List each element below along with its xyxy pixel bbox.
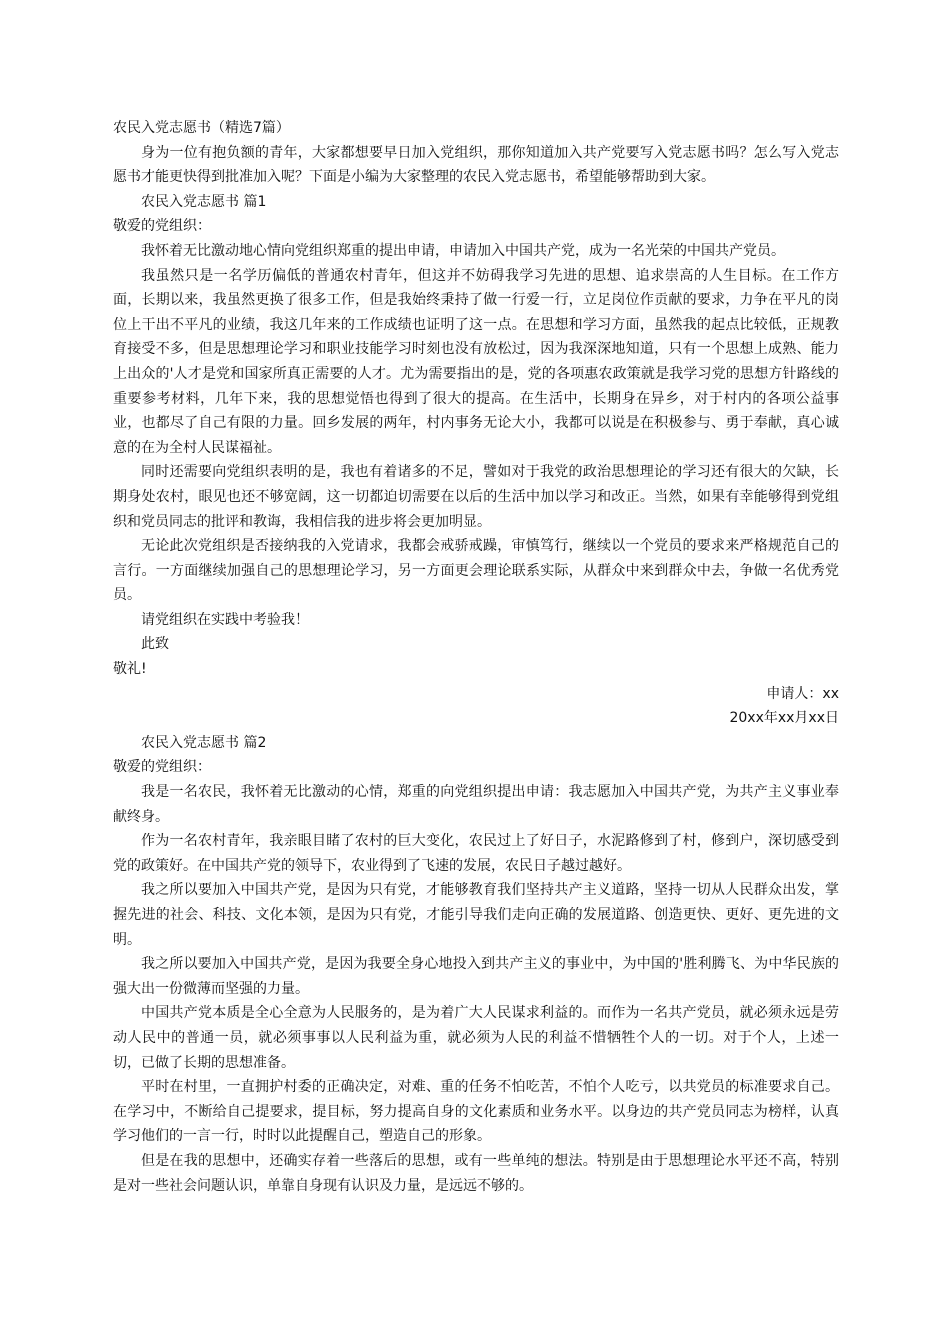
section-1-paragraph: 请党组织在实践中考验我！ — [141, 611, 309, 628]
section-1-paragraph: 我怀着无比激动地心情向党组织郑重的提出申请，申请加入中国共产党，成为一名光荣的中国共产党员。 — [141, 242, 785, 259]
section-1-salutation: 敬爱的党组织： — [113, 218, 211, 235]
section-1-date: 20xx年xx月xx日 — [729, 710, 839, 727]
document-title: 农民入党志愿书（精选7篇） — [113, 120, 290, 136]
section-2-paragraph: 我之所以要加入中国共产党，是因为只有党，才能够教育我们坚持共产主义道路，坚持一切从人民群众出发，掌握先进的社会、科技、文化本领，是因为只有党，才能引导我们走向正确的发展道路、创造更快、更好、更先进的文明。 — [113, 882, 839, 948]
section-2-heading: 农民入党志愿书 篇2 — [141, 734, 267, 751]
section-2-salutation: 敬爱的党组织： — [113, 759, 211, 776]
section-1-paragraph: 此致 — [141, 636, 169, 653]
section-1-signature: 申请人：xx — [766, 685, 839, 702]
section-2-paragraph: 平时在村里，一直拥护村委的正确决定，对难、重的任务不怕吃苦，不怕个人吃亏，以共党员的标准要求自己。在学习中，不断给自己提要求，提目标，努力提高自身的文化素质和业务水平。以身边的共产党员同志为榜样，认真学习他们的一言一行，时时以此提醒自己，塑造自己的形象。 — [113, 1079, 839, 1145]
section-1-heading: 农民入党志愿书 篇1 — [141, 193, 267, 210]
section-2-paragraph: 但是在我的思想中，还确实存着一些落后的思想，或有一些单纯的想法。特别是由于思想理论水平还不高，特别是对一些社会问题认识，单靠自身现有认识及力量，是远远不够的。 — [113, 1152, 839, 1194]
intro-paragraph: 身为一位有抱负额的青年，大家都想要早日加入党组织，那你知道加入共产党要写入党志愿书吗？怎么写入党志愿书才能更快得到批准加入呢？下面是小编为大家整理的农民入党志愿书，希望能够帮助到大家。 — [113, 144, 839, 186]
section-1-closing: 敬礼! — [113, 661, 147, 678]
document-page — [113, 116, 839, 1198]
section-2-paragraph: 我之所以要加入中国共产党，是因为我要全身心地投入到共产主义的事业中，为中国的'胜利腾飞、为中华民族的强大出一份微薄而坚强的力量。 — [113, 956, 839, 997]
section-2-paragraph: 我是一名农民，我怀着无比激动的心情，郑重的向党组织提出申请：我志愿加入中国共产党，为共产主义事业奉献终身。 — [113, 784, 839, 825]
section-1-paragraph: 同时还需要向党组织表明的是，我也有着诸多的不足，譬如对于我党的政治思想理论的学习还有很大的欠缺，长期身处农村，眼见也还不够宽阔，这一切都迫切需要在以后的生活中加以学习和改正。当然，如果有幸能够得到党组织和党员同志的批评和教诲，我相信我的进步将会更加明显。 — [113, 464, 839, 530]
section-1-paragraph: 无论此次党组织是否接纳我的入党请求，我都会戒骄戒躁，审慎笃行，继续以一个党员的要求来严格规范自己的言行。一方面继续加强自己的思想理论学习，另一方面更会理论联系实际，从群众中来到群众中去，争做一名优秀党员。 — [113, 538, 839, 604]
section-2-paragraph: 中国共产党本质是全心全意为人民服务的，是为着广大人民谋求利益的。而作为一名共产党员，就必须永远是劳动人民中的普通一员，就必须事事以人民利益为重，就必须为人民的利益不惜牺牲个人的一切。对于个人，上述一切，已做了长期的思想准备。 — [113, 1005, 839, 1071]
section-1-paragraph: 我虽然只是一名学历偏低的普通农村青年，但这并不妨碍我学习先进的思想、追求崇高的人生目标。在工作方面，长期以来，我虽然更换了很多工作，但是我始终秉持了做一行爱一行，立足岗位作贡献的要求，力争在平凡的岗位上干出不平凡的业绩，我这几年来的工作成绩也证明了这一点。在思想和学习方面，虽然我的起点比较低，正规教育接受不多，但是思想理论学习和职业技能学习时刻也没有放松过，因为我深深地知道，只有一个思想上成熟、能力上出众的'人才是党和国家所真正需要的人才。尤为需要指出的是，党的各项惠农政策就是我学习党的思想方针路线的重要参考材料，几年下来，我的思想觉悟也得到了很大的提高。在生活中，长期身在异乡，对于村内的各项公益事业，也都尽了自己有限的力量。回乡发展的两年，村内事务无论大小，我都可以说是在积极参与、勇于奉献，真心诚意的在为全村人民谋福祉。 — [113, 267, 839, 456]
section-2-paragraph: 作为一名农村青年，我亲眼目睹了农村的巨大变化，农民过上了好日子，水泥路修到了村，修到户，深切感受到党的政策好。在中国共产党的领导下，农业得到了飞速的发展，农民日子越过越好。 — [113, 833, 839, 874]
